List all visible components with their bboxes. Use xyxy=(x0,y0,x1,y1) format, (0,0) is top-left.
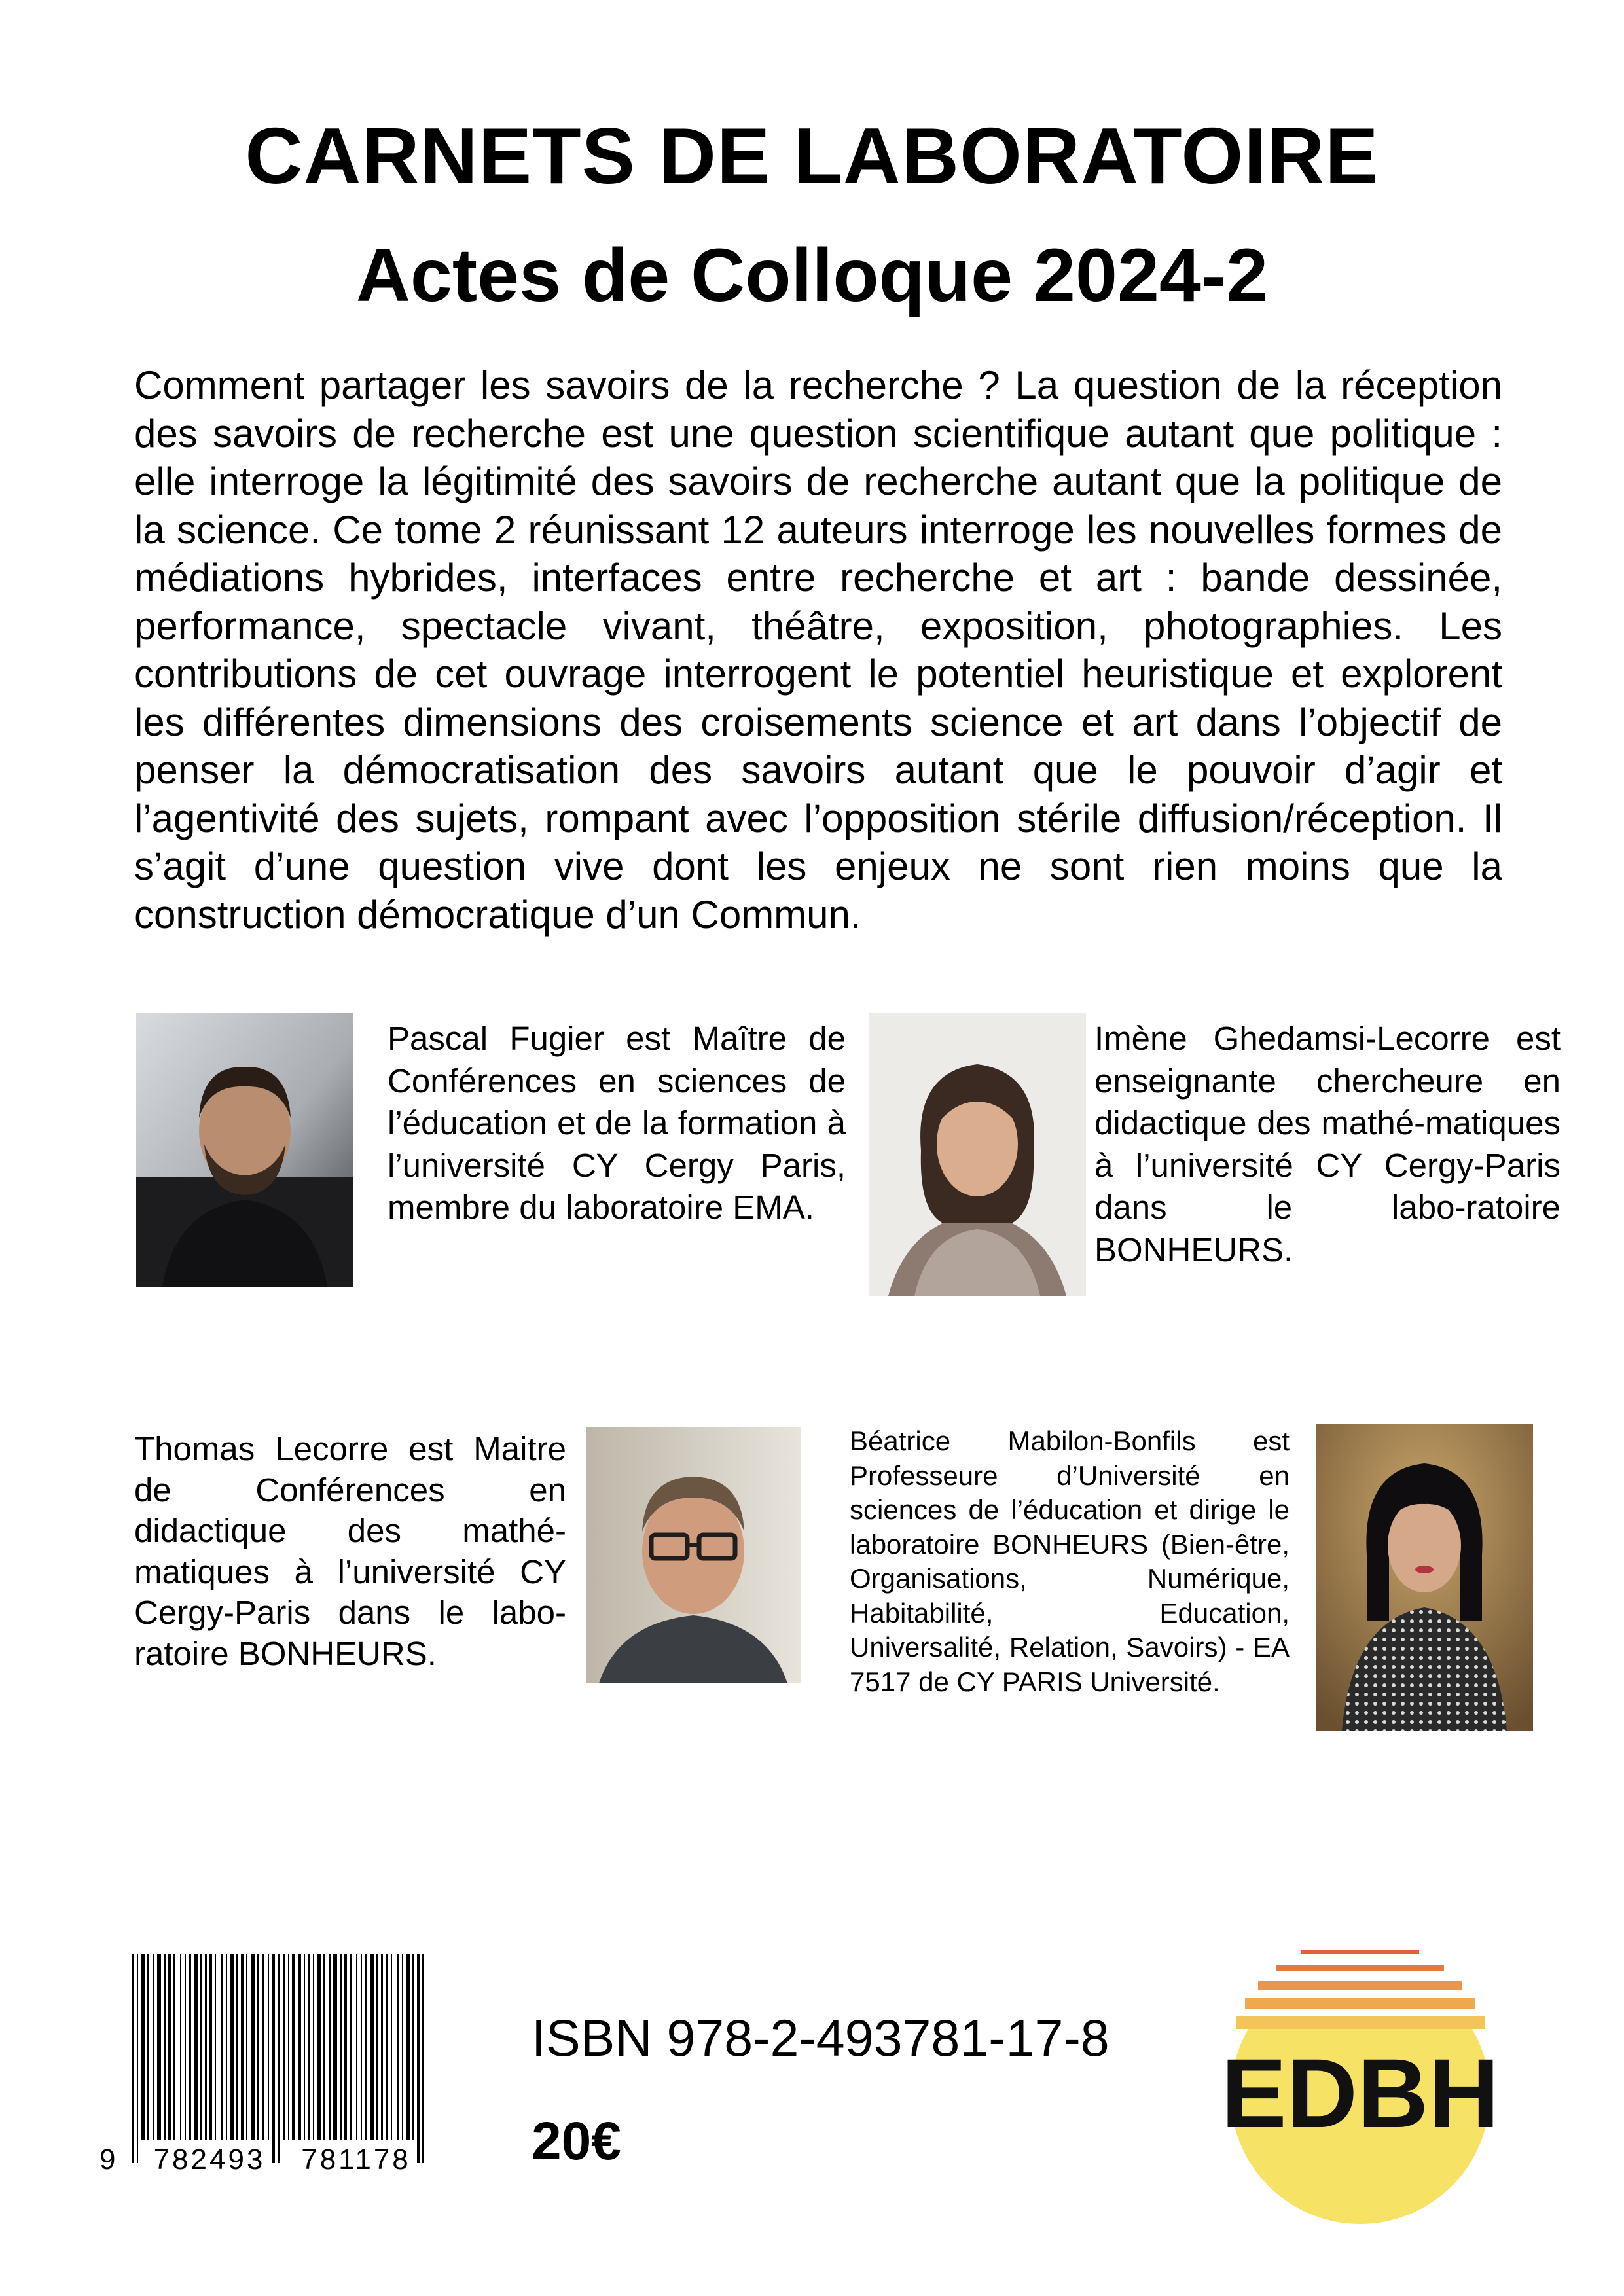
author-photo-beatrice-mabilon-bonfils xyxy=(1316,1424,1533,1731)
author-photo-imene-ghedamsi-lecorre xyxy=(869,1013,1086,1296)
author-bio-imene-ghedamsi-lecorre: Imène Ghedamsi-Lecorre est enseignante chercheure en didactique des mathé-matiques à l’université CY Cergy-Paris dans le labo-ratoire BONHEURS. xyxy=(1094,1020,1561,1268)
author-bio-beatrice-mabilon-bonfils: Béatrice Mabilon-Bonfils est Professeure d’Université en sciences de l’éducation et dirige le laboratoire BONHEURS (Bien-être, Organisations, Numérique, Habitabilité, Education, Universalité, Relation, Savoirs) - EA 7517 de CY PARIS Université. xyxy=(850,1426,1290,1697)
isbn-number: ISBN 978-2-493781-17-8 xyxy=(532,2009,1110,2067)
barcode-digits-right: 781178 xyxy=(301,2144,411,2176)
isbn-barcode xyxy=(98,1954,452,2176)
author-bio-thomas-lecorre: Thomas Lecorre est Maitre de Conférences en didactique des mathé-matiques à l’université CY Cergy-Paris dans le labo-ratoire BONHEURS. xyxy=(134,1430,566,1672)
back-cover-summary: Comment partager les savoirs de la recherche ? La question de la réception des savoirs de recherche est une question scientifique autant que politique : elle interroge la légitimité des savoirs de recherche autant que la politique de la science. Ce tome 2 réunissant 12 auteurs interroge les nouvelles formes de médiations hybrides, interfaces entre recherche et art : bande dessinée, performance, spectacle vivant, théâtre, exposition, photographies. Les contributions de cet ouvrage interrogent le potentiel heuristique et explorent les différentes dimensions des croisements science et art dans l’objectif de penser la démocratisation des savoirs autant que le pouvoir d’agir et l’agentivité des sujets, rompant avec l’opposition stérile diffusion/réception. Il s’agit d’une question vive dont les enjeux ne sont rien moins que la construction démocratique d’un Commun. xyxy=(134,363,1502,937)
publisher-logo xyxy=(1216,1937,1504,2225)
barcode-digits-left: 782493 xyxy=(153,2144,266,2176)
book-price: 20€ xyxy=(532,2111,621,2171)
author-photo-thomas-lecorre xyxy=(586,1427,801,1683)
barcode-digit-lead: 9 xyxy=(99,2144,116,2176)
book-subtitle: Actes de Colloque 2024-2 xyxy=(355,234,1269,317)
author-photo-pascal-fugier xyxy=(136,1013,353,1287)
publisher-logo-text: EDBH xyxy=(1221,2038,1500,2148)
author-bio-pascal-fugier: Pascal Fugier est Maître de Conférences en sciences de l’éducation et de la formation à l’université CY Cergy Paris, membre du laboratoire EMA. xyxy=(388,1020,846,1226)
book-series-title: CARNETS DE LABORATOIRE xyxy=(245,111,1379,200)
